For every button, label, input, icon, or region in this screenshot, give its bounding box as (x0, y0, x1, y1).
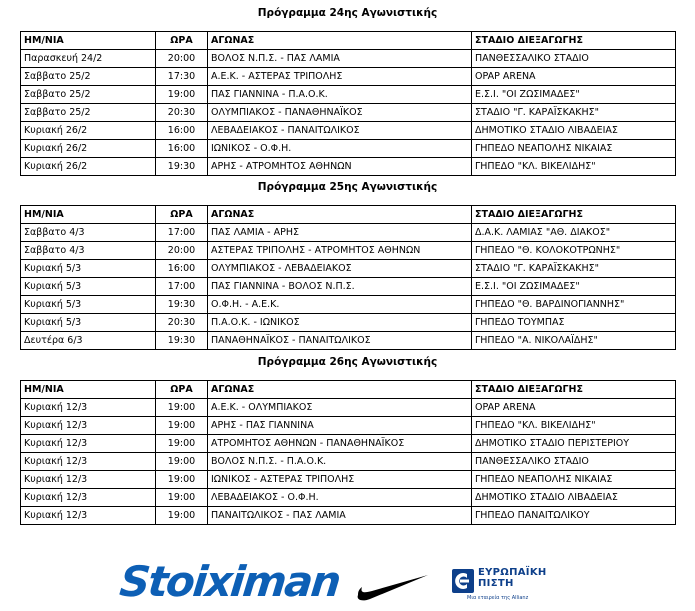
cell-venue: ΔΗΜΟΤΙΚΟ ΣΤΑΔΙΟ ΠΕΡΙΣΤΕΡΙΟΥ (472, 435, 676, 453)
cell-match: Α.Ε.Κ. - ΟΛΥΜΠΙΑΚΟΣ (208, 399, 472, 417)
cell-time: 17:30 (156, 68, 208, 86)
table-row (21, 242, 676, 260)
header-match: ΑΓΩΝΑΣ (208, 206, 472, 224)
cell-venue: Ε.Σ.Ι. "ΟΙ ΖΩΣΙΜΑΔΕΣ" (472, 278, 676, 296)
cell-match: ΑΤΡΟΜΗΤΟΣ ΑΘΗΝΩΝ - ΠΑΝΑΘΗΝΑΪΚΟΣ (208, 435, 472, 453)
cell-venue: ΣΤΑΔΙΟ "Γ. ΚΑΡΑΪΣΚΑΚΗΣ" (472, 260, 676, 278)
cell-match: ΑΣΤΕΡΑΣ ΤΡΙΠΟΛΗΣ - ΑΤΡΟΜΗΤΟΣ ΑΘΗΝΩΝ (208, 242, 472, 260)
header-venue: ΣΤΑΔΙΟ ΔΙΕΞΑΓΩΓΗΣ (472, 206, 676, 224)
cell-date: Σαββατο 25/2 (21, 86, 156, 104)
cell-match: ΟΛΥΜΠΙΑΚΟΣ - ΛΕΒΑΔΕΙΑΚΟΣ (208, 260, 472, 278)
cell-time: 16:00 (156, 140, 208, 158)
cell-match: ΙΩΝΙΚΟΣ - Ο.Φ.Η. (208, 140, 472, 158)
table-row (21, 86, 676, 104)
ep-name-line1: ΕΥΡΩΠΑΪΚΗ (478, 567, 547, 578)
cell-match: Α.Ε.Κ. - ΑΣΤΕΡΑΣ ΤΡΙΠΟΛΗΣ (208, 68, 472, 86)
europaiki-pisti-logo-icon (452, 569, 474, 593)
cell-time: 19:00 (156, 417, 208, 435)
header-match: ΑΓΩΝΑΣ (208, 32, 472, 50)
cell-match: ΠΑΝΑΙΤΩΛΙΚΟΣ - ΠΑΣ ΛΑΜΙΑ (208, 507, 472, 525)
cell-venue: ΠΑΝΘΕΣΣΑΛΙΚΟ ΣΤΑΔΙΟ (472, 453, 676, 471)
sponsor-strip (0, 555, 695, 611)
cell-time: 16:00 (156, 260, 208, 278)
cell-match: ΠΑΣ ΓΙΑΝΝΙΝΑ - Π.Α.Ο.Κ. (208, 86, 472, 104)
schedule-table-round-25 (20, 205, 676, 350)
table-row (21, 122, 676, 140)
cell-time: 19:00 (156, 471, 208, 489)
ep-name-line2: ΠΙΣΤΗ (478, 578, 514, 589)
table-row (21, 104, 676, 122)
cell-date: Κυριακή 12/3 (21, 435, 156, 453)
cell-time: 19:30 (156, 158, 208, 176)
cell-time: 19:00 (156, 489, 208, 507)
cell-time: 20:00 (156, 50, 208, 68)
cell-date: Κυριακή 12/3 (21, 489, 156, 507)
cell-match: ΑΡΗΣ - ΑΤΡΟΜΗΤΟΣ ΑΘΗΝΩΝ (208, 158, 472, 176)
cell-venue: Δ.Α.Κ. ΛΑΜΙΑΣ "ΑΘ. ΔΙΑΚΟΣ" (472, 224, 676, 242)
cell-match: Ο.Φ.Η. - Α.Ε.Κ. (208, 296, 472, 314)
header-time: ΩΡΑ (156, 381, 208, 399)
cell-match: ΟΛΥΜΠΙΑΚΟΣ - ΠΑΝΑΘΗΝΑΪΚΟΣ (208, 104, 472, 122)
cell-date: Σαββατο 4/3 (21, 242, 156, 260)
cell-time: 19:30 (156, 332, 208, 350)
cell-date: Κυριακή 12/3 (21, 471, 156, 489)
cell-date: Κυριακή 5/3 (21, 278, 156, 296)
cell-time: 20:00 (156, 242, 208, 260)
cell-time: 16:00 (156, 122, 208, 140)
table-row (21, 507, 676, 525)
table-row (21, 489, 676, 507)
table-row (21, 471, 676, 489)
table-row (21, 278, 676, 296)
cell-date: Σαββατο 4/3 (21, 224, 156, 242)
schedule-table-round-26 (20, 380, 676, 525)
cell-venue: Ε.Σ.Ι. "ΟΙ ΖΩΣΙΜΑΔΕΣ" (472, 86, 676, 104)
table-row (21, 224, 676, 242)
cell-venue: ΓΗΠΕΔΟ ΠΑΝΑΙΤΩΛΙΚΟΥ (472, 507, 676, 525)
cell-match: ΒΟΛΟΣ Ν.Π.Σ. - ΠΑΣ ΛΑΜΙΑ (208, 50, 472, 68)
table-row (21, 296, 676, 314)
cell-venue: ΔΗΜΟΤΙΚΟ ΣΤΑΔΙΟ ΛΙΒΑΔΕΙΑΣ (472, 489, 676, 507)
header-match: ΑΓΩΝΑΣ (208, 381, 472, 399)
header-date: ΗΜ/ΝΙΑ (21, 381, 156, 399)
table-row (21, 435, 676, 453)
cell-time: 19:30 (156, 296, 208, 314)
cell-time: 19:00 (156, 435, 208, 453)
cell-venue: ΣΤΑΔΙΟ "Γ. ΚΑΡΑΪΣΚΑΚΗΣ" (472, 104, 676, 122)
table-row (21, 260, 676, 278)
cell-date: Κυριακή 5/3 (21, 260, 156, 278)
cell-venue: OPAP ARENA (472, 68, 676, 86)
cell-venue: ΠΑΝΘΕΣΣΑΛΙΚΟ ΣΤΑΔΙΟ (472, 50, 676, 68)
table-row (21, 50, 676, 68)
cell-date: Κυριακή 12/3 (21, 399, 156, 417)
cell-date: Δευτέρα 6/3 (21, 332, 156, 350)
table-row (21, 399, 676, 417)
cell-venue: ΓΗΠΕΔΟ "Θ. ΒΑΡΔΙΝΟΓΙΑΝΝΗΣ" (472, 296, 676, 314)
cell-venue: ΓΗΠΕΔΟ "Α. ΝΙΚΟΛΑΪΔΗΣ" (472, 332, 676, 350)
section-title-round-26: Πρόγραμμα 26ης Αγωνιστικής (257, 356, 438, 368)
cell-time: 20:30 (156, 104, 208, 122)
cell-time: 19:00 (156, 453, 208, 471)
cell-match: ΠΑΝΑΘΗΝΑΪΚΟΣ - ΠΑΝΑΙΤΩΛΙΚΟΣ (208, 332, 472, 350)
header-venue: ΣΤΑΔΙΟ ΔΙΕΞΑΓΩΓΗΣ (472, 32, 676, 50)
cell-date: Παρασκευή 24/2 (21, 50, 156, 68)
table-header-row (21, 206, 676, 224)
cell-date: Σαββατο 25/2 (21, 104, 156, 122)
cell-date: Κυριακή 5/3 (21, 296, 156, 314)
cell-match: ΒΟΛΟΣ Ν.Π.Σ. - Π.Α.Ο.Κ. (208, 453, 472, 471)
header-date: ΗΜ/ΝΙΑ (21, 32, 156, 50)
cell-match: ΛΕΒΑΔΕΙΑΚΟΣ - Ο.Φ.Η. (208, 489, 472, 507)
cell-time: 19:00 (156, 507, 208, 525)
table-row (21, 140, 676, 158)
cell-match: Π.Α.Ο.Κ. - ΙΩΝΙΚΟΣ (208, 314, 472, 332)
cell-date: Κυριακή 26/2 (21, 158, 156, 176)
cell-venue: ΓΗΠΕΔΟ ΝΕΑΠΟΛΗΣ ΝΙΚΑΙΑΣ (472, 471, 676, 489)
europaiki-pisti-name (478, 567, 547, 589)
header-date: ΗΜ/ΝΙΑ (21, 206, 156, 224)
table-row (21, 314, 676, 332)
cell-date: Κυριακή 26/2 (21, 122, 156, 140)
table-header-row (21, 32, 676, 50)
cell-match: ΑΡΗΣ - ΠΑΣ ΓΙΑΝΝΙΝΑ (208, 417, 472, 435)
cell-venue: OPAP ARENA (472, 399, 676, 417)
table-row (21, 453, 676, 471)
cell-venue: ΔΗΜΟΤΙΚΟ ΣΤΑΔΙΟ ΛΙΒΑΔΕΙΑΣ (472, 122, 676, 140)
cell-venue: ΓΗΠΕΔΟ "ΚΛ. ΒΙΚΕΛΙΔΗΣ" (472, 417, 676, 435)
cell-match: ΠΑΣ ΓΙΑΝΝΙΝΑ - ΒΟΛΟΣ Ν.Π.Σ. (208, 278, 472, 296)
cell-match: ΛΕΒΑΔΕΙΑΚΟΣ - ΠΑΝΑΙΤΩΛΙΚΟΣ (208, 122, 472, 140)
cell-date: Κυριακή 12/3 (21, 453, 156, 471)
nike-swoosh-icon (356, 569, 430, 603)
table-row (21, 417, 676, 435)
ep-tagline: Μια εταιρεία της Allianz (467, 595, 529, 601)
header-time: ΩΡΑ (156, 32, 208, 50)
header-venue: ΣΤΑΔΙΟ ΔΙΕΞΑΓΩΓΗΣ (472, 381, 676, 399)
table-row (21, 68, 676, 86)
header-time: ΩΡΑ (156, 206, 208, 224)
cell-date: Σαββατο 25/2 (21, 68, 156, 86)
table-row (21, 158, 676, 176)
cell-match: ΙΩΝΙΚΟΣ - ΑΣΤΕΡΑΣ ΤΡΙΠΟΛΗΣ (208, 471, 472, 489)
stoiximan-logo: Stoiximan (117, 557, 342, 606)
cell-time: 17:00 (156, 278, 208, 296)
table-header-row (21, 381, 676, 399)
cell-venue: ΓΗΠΕΔΟ "Θ. ΚΟΛΟΚΟΤΡΩΝΗΣ" (472, 242, 676, 260)
section-title-round-25: Πρόγραμμα 25ης Αγωνιστικής (257, 181, 438, 193)
cell-date: Κυριακή 12/3 (21, 417, 156, 435)
cell-venue: ΓΗΠΕΔΟ ΤΟΥΜΠΑΣ (472, 314, 676, 332)
cell-time: 19:00 (156, 86, 208, 104)
cell-date: Κυριακή 5/3 (21, 314, 156, 332)
table-row (21, 332, 676, 350)
cell-match: ΠΑΣ ΛΑΜΙΑ - ΑΡΗΣ (208, 224, 472, 242)
schedule-table-round-24 (20, 31, 676, 176)
cell-time: 19:00 (156, 399, 208, 417)
cell-date: Κυριακή 26/2 (21, 140, 156, 158)
cell-venue: ΓΗΠΕΔΟ ΝΕΑΠΟΛΗΣ ΝΙΚΑΙΑΣ (472, 140, 676, 158)
cell-time: 20:30 (156, 314, 208, 332)
section-title-round-24: Πρόγραμμα 24ης Αγωνιστικής (257, 7, 438, 19)
cell-time: 17:00 (156, 224, 208, 242)
cell-venue: ΓΗΠΕΔΟ "ΚΛ. ΒΙΚΕΛΙΔΗΣ" (472, 158, 676, 176)
cell-date: Κυριακή 12/3 (21, 507, 156, 525)
